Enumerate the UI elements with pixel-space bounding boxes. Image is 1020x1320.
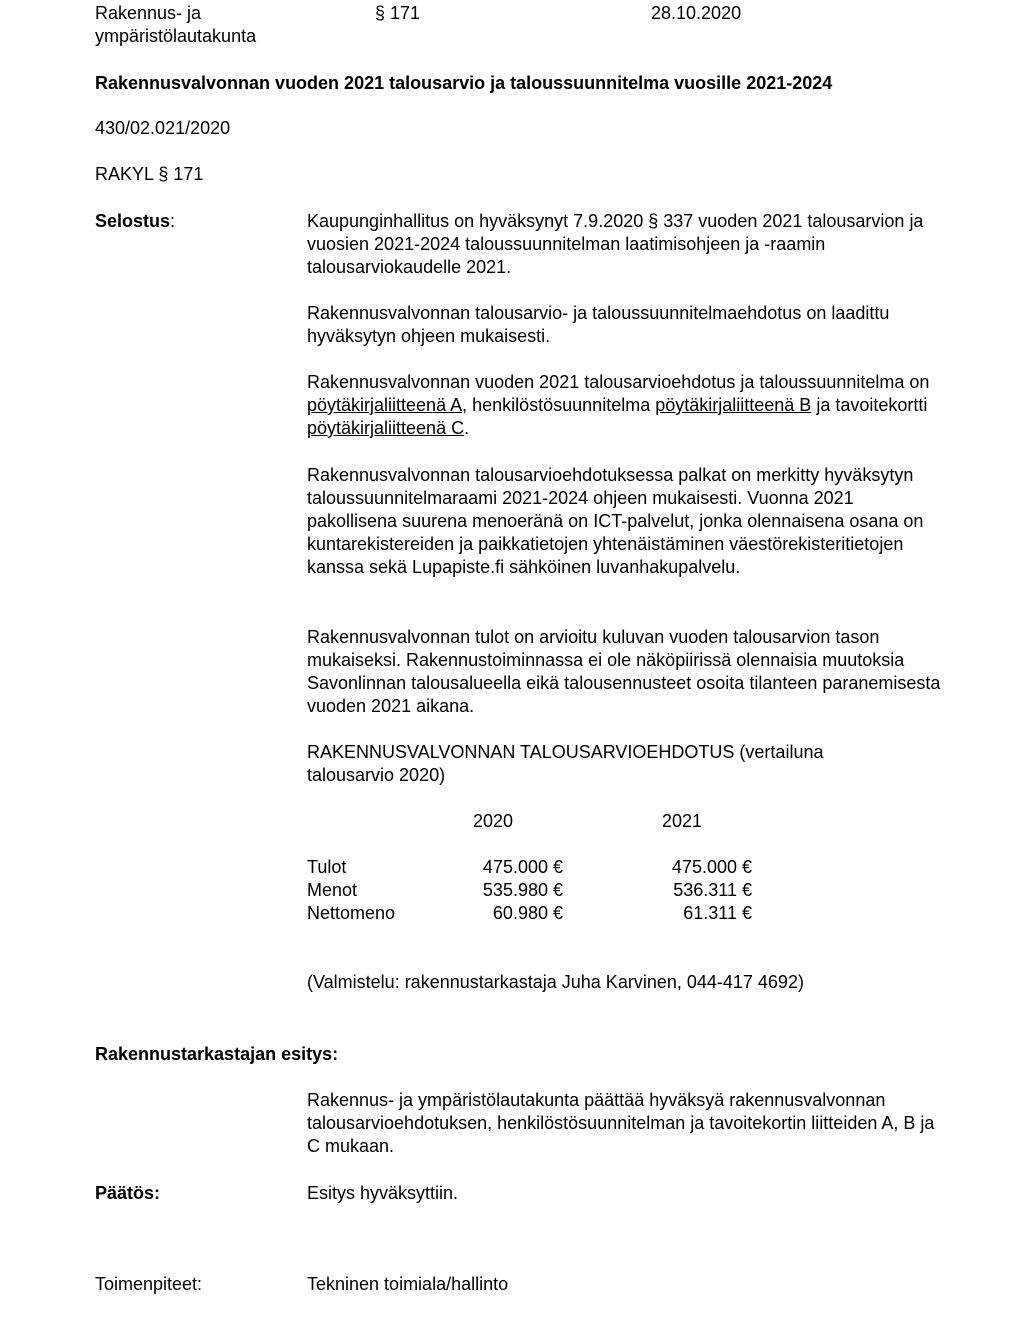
preparer-note: (Valmistelu: rakennustarkastaja Juha Karvinen, 044-417 4692) (307, 972, 804, 992)
budget-heading: RAKENNUSVALVONNAN TALOUSARVIOEHDOTUS (vertailuna talousarvio 2020) (307, 742, 824, 785)
board-name (95, 2, 256, 48)
row-label-tulot: Tulot (307, 857, 347, 877)
toimenpiteet-label: Toimenpiteet: (95, 1274, 203, 1294)
selostus-paragraph-2: Rakennusvalvonnan talousarvio- ja taloussuunnitelmaehdotus on laadittu hyväksytyn ohjeen mukaisesti. (307, 303, 890, 346)
tulot-2021: 475.000 € (671, 857, 752, 877)
menot-2020: 535.980 € (482, 880, 563, 900)
paatos-label: Päätös: (95, 1183, 161, 1203)
selostus-label-text: Selostus (95, 211, 171, 231)
paatos-text: Esitys hyväksyttiin. (307, 1183, 459, 1203)
document-title: Rakennusvalvonnan vuoden 2021 talousarvio ja taloussuunnitelma vuosille 2021-2024 (95, 73, 833, 93)
meeting-date: 28.10.2020 (651, 3, 742, 23)
toimenpiteet-text: Tekninen toimiala/hallinto (307, 1274, 509, 1294)
selostus-label (95, 210, 175, 233)
para3-text-4: . (464, 418, 470, 438)
section-number: § 171 (375, 3, 421, 23)
esitys-text: Rakennus- ja ympäristölautakunta päättää hyväksyä rakennusvalvonnan talousarvioehdotuksen, henkilöstösuunnitelman ja tavoitekortin liitteiden A, B ja C mukaan. (307, 1090, 935, 1156)
para3-text-3: ja tavoitekortti (811, 395, 928, 415)
year-2021-header: 2021 (662, 811, 703, 831)
nettomeno-2020: 60.980 € (492, 903, 563, 923)
selostus-paragraph-3 (307, 371, 947, 440)
selostus-label-colon: : (170, 211, 176, 231)
row-label-menot: Menot (307, 880, 358, 900)
para3-text-2: , henkilöstösuunnitelma (462, 395, 656, 415)
selostus-paragraph-5: Rakennusvalvonnan tulot on arvioitu kuluvan vuoden talousarvion tason mukaiseksi. Rakennustoiminnassa ei ole näköpiirissä olennaisia muutoksia Savonlinnan talousalueella eikä talousennusteet osoita tilanteen paranemisesta vuoden 2021 aikana. (307, 627, 941, 716)
record-number: 430/02.021/2020 (95, 118, 231, 138)
esitys-label: Rakennustarkastajan esitys: (95, 1044, 339, 1064)
board-name-line2: ympäristölautakunta (95, 26, 257, 46)
menot-2021: 536.311 € (673, 880, 752, 900)
attachment-c-link[interactable]: pöytäkirjaliitteenä C (307, 418, 465, 438)
nettomeno-2021: 61.311 € (683, 903, 752, 923)
selostus-paragraph-4: Rakennusvalvonnan talousarvioehdotuksessa palkat on merkitty hyväksytyn taloussuunnitelmaraami 2021-2024 ohjeen mukaisesti. Vuonna 2021 pakollisena suurena menoeränä on ICT-palvelut, jonka olennaisena osana on kuntarekistereiden ja paikkatietojen yhtenäistäminen väestörekisteritietojen kanssa sekä Lupapiste.fi sähköinen luvanhakupalvelu. (307, 465, 924, 577)
row-label-nettomeno: Nettomeno (307, 903, 396, 923)
year-2020-header: 2020 (473, 811, 514, 831)
para3-text-1: Rakennusvalvonnan vuoden 2021 talousarvioehdotus ja taloussuunnitelma on (307, 372, 930, 392)
attachment-b-link[interactable]: pöytäkirjaliitteenä B (655, 395, 812, 415)
tulot-2020: 475.000 € (482, 857, 563, 877)
attachment-a-link[interactable]: pöytäkirjaliitteenä A (307, 395, 463, 415)
selostus-paragraph-1: Kaupunginhallitus on hyväksynyt 7.9.2020 § 337 vuoden 2021 talousarvion ja vuosien 2021-2024 taloussuunnitelman laatimisohjeen ja -raamin talousarviokaudelle 2021. (307, 211, 924, 277)
board-name-line1: Rakennus- ja (95, 3, 202, 23)
reference: RAKYL § 171 (95, 164, 204, 184)
